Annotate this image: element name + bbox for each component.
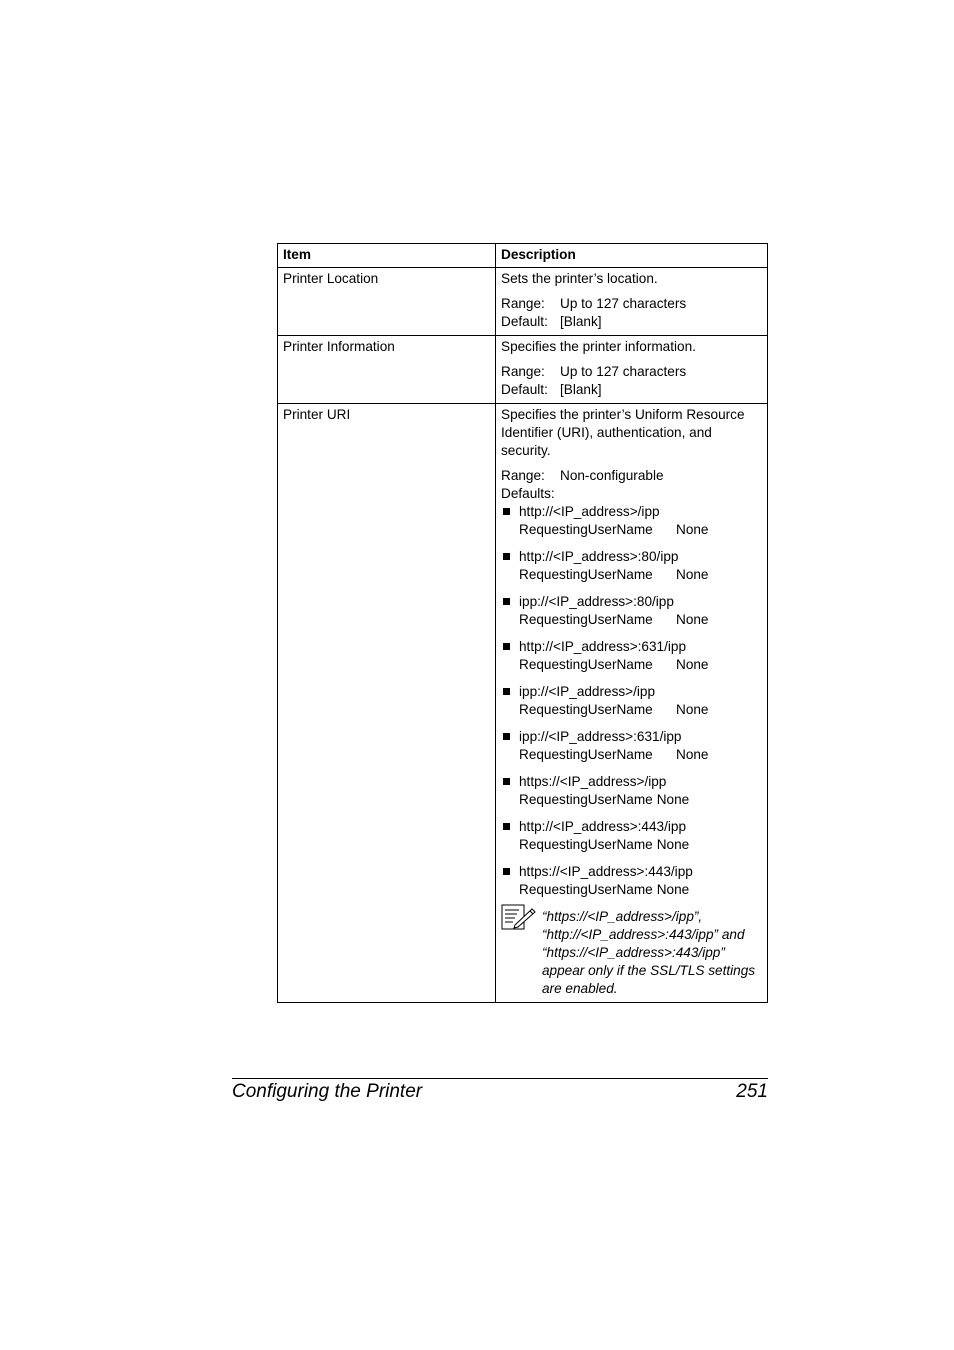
param-value: None (676, 747, 709, 762)
default-label: Default: (501, 314, 548, 329)
square-bullet-icon (503, 778, 510, 785)
default-value: [Blank] (560, 314, 602, 329)
list-item (501, 818, 762, 854)
item-cell: Printer URI (278, 404, 496, 1003)
uri-text: http://<IP_address>:80/ipp (519, 549, 679, 564)
square-bullet-icon (503, 553, 510, 560)
default-line (501, 381, 762, 399)
square-bullet-icon (503, 868, 510, 875)
square-bullet-icon (503, 688, 510, 695)
param-name: RequestingUserName (519, 837, 653, 852)
uri-text: http://<IP_address>:443/ipp (519, 819, 687, 834)
param-name: RequestingUserName (519, 792, 653, 807)
uri-text: ipp://<IP_address>:631/ipp (519, 729, 682, 744)
list-item (501, 548, 762, 584)
param-value: None (676, 702, 709, 717)
square-bullet-icon (503, 508, 510, 515)
defaults-label: Defaults: (501, 486, 555, 501)
param-value: None (656, 837, 690, 852)
default-value: [Blank] (560, 382, 602, 397)
description-text: Specifies the printer’s Uniform Resource Identifier (URI), authentication, and security. (501, 407, 745, 458)
item-cell: Printer Information (278, 336, 496, 404)
range-line (501, 363, 762, 381)
param-name: RequestingUserName (519, 702, 653, 717)
footer-title: Configuring the Printer (232, 1081, 423, 1102)
param-name: RequestingUserName (519, 747, 653, 762)
param-value: None (676, 657, 709, 672)
description-text: Specifies the printer information. (501, 339, 696, 354)
range-line (501, 467, 762, 485)
item-cell: Printer Location (278, 268, 496, 336)
range-label: Range: (501, 468, 545, 483)
note-pencil-icon (501, 904, 537, 930)
default-line (501, 313, 762, 331)
range-value: Up to 127 characters (560, 364, 687, 379)
uri-text: https://<IP_address>/ipp (519, 774, 667, 789)
footer-rule (232, 1078, 768, 1079)
list-item (501, 863, 762, 899)
param-name: RequestingUserName (519, 567, 653, 582)
list-item (501, 638, 762, 674)
param-name: RequestingUserName (519, 612, 653, 627)
table-row-printer-location (278, 268, 768, 336)
range-value: Non-configurable (560, 468, 664, 483)
default-label: Default: (501, 382, 548, 397)
header-item: Item (278, 244, 496, 268)
param-name: RequestingUserName (519, 657, 653, 672)
list-item (501, 503, 762, 539)
square-bullet-icon (503, 733, 510, 740)
param-value: None (676, 567, 709, 582)
list-item (501, 773, 762, 809)
uri-text: http://<IP_address>:631/ipp (519, 639, 687, 654)
param-value: None (656, 882, 690, 897)
table-row-printer-information (278, 336, 768, 404)
header-description: Description (496, 244, 768, 268)
range-value: Up to 127 characters (560, 296, 687, 311)
square-bullet-icon (503, 643, 510, 650)
description-cell (496, 268, 768, 336)
range-line (501, 295, 762, 313)
list-item (501, 683, 762, 719)
uri-text: ipp://<IP_address>:80/ipp (519, 594, 674, 609)
uri-text: ipp://<IP_address>/ipp (519, 684, 656, 699)
param-value: None (676, 612, 709, 627)
param-name: RequestingUserName (519, 882, 653, 897)
uri-text: https://<IP_address>:443/ipp (519, 864, 693, 879)
range-label: Range: (501, 296, 545, 311)
description-cell (496, 404, 768, 1003)
description-cell (496, 336, 768, 404)
list-item (501, 593, 762, 629)
square-bullet-icon (503, 823, 510, 830)
square-bullet-icon (503, 598, 510, 605)
table-row-printer-uri (278, 404, 768, 1003)
range-label: Range: (501, 364, 545, 379)
param-name: RequestingUserName (519, 522, 653, 537)
uri-text: http://<IP_address>/ipp (519, 504, 660, 519)
page-number: 251 (736, 1081, 768, 1102)
param-value: None (656, 792, 690, 807)
table-header-row (278, 244, 768, 268)
description-text: Sets the printer’s location. (501, 271, 658, 286)
param-value: None (676, 522, 709, 537)
note-text: “https://<IP_address>/ipp”, “http://<IP_address>:443/ipp” and “https://<IP_address>:443/ipp” appear only if the SSL/TLS settings are enabled. (542, 909, 756, 996)
settings-table (277, 243, 768, 1003)
default-uri-list (501, 503, 762, 899)
list-item (501, 728, 762, 764)
ssl-note (501, 908, 762, 998)
